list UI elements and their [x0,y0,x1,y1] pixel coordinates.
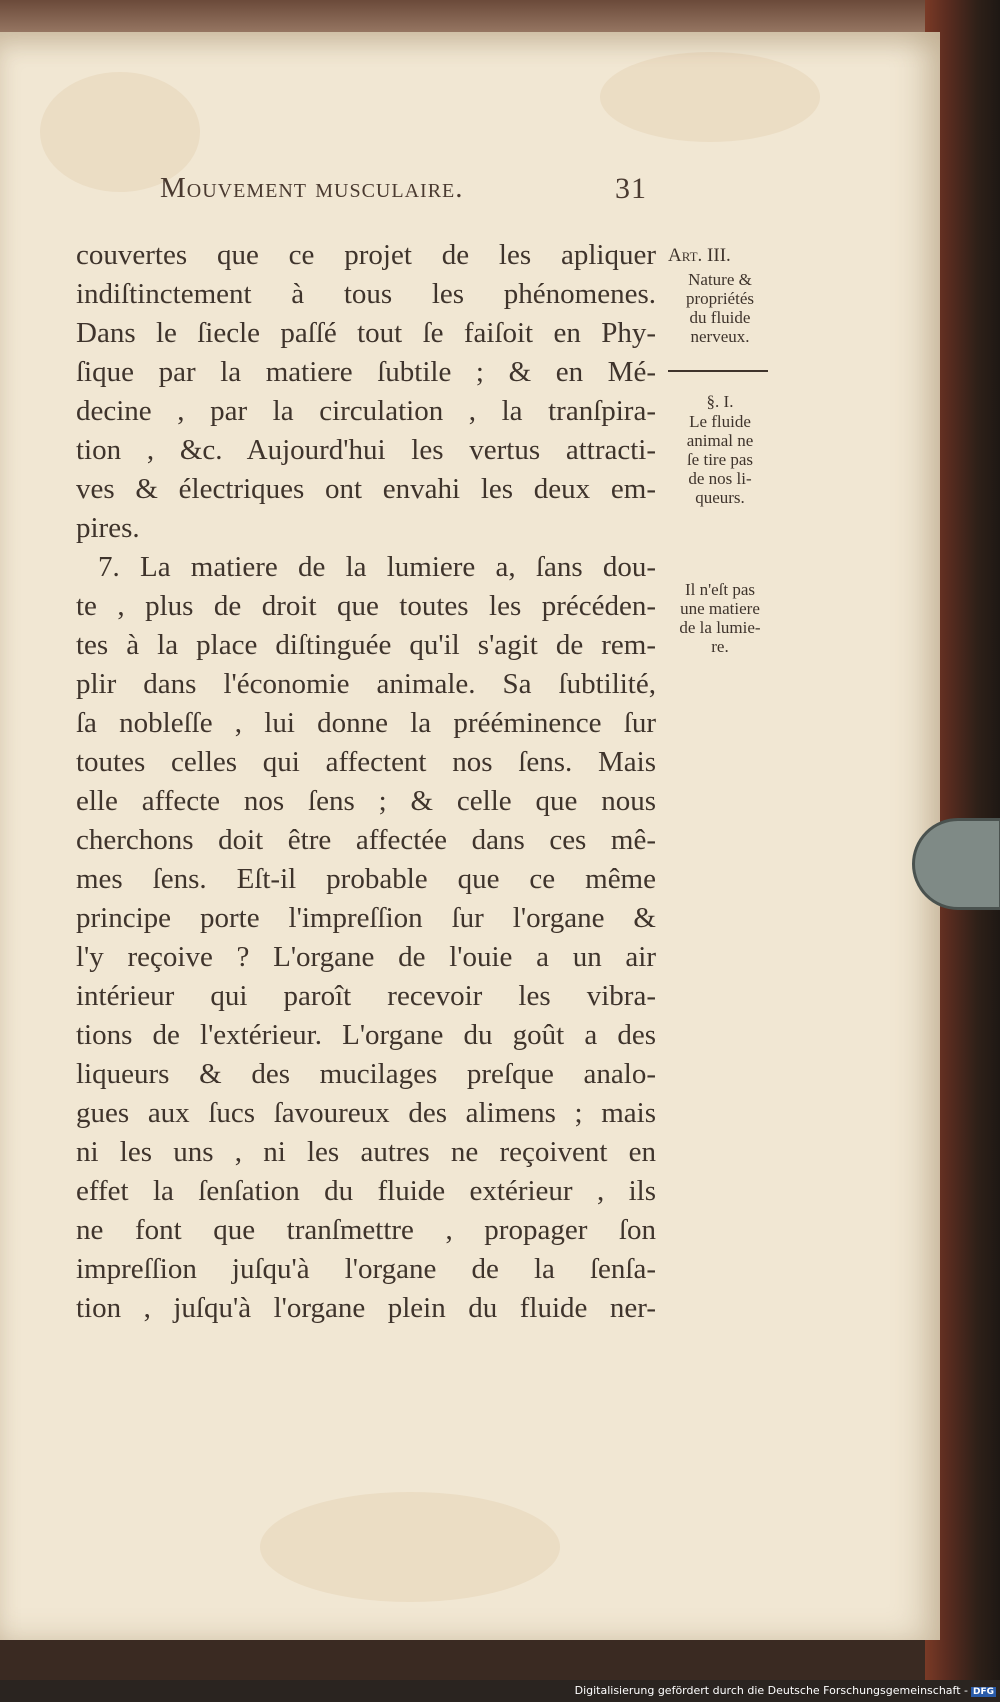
margin-note-line: de nos li- [688,469,752,488]
margin-note-line: re. [711,637,729,656]
text-line: te , plus de droit que toutes les précéden- [76,590,656,622]
text-line: plir dans l'économie animale. Sa ſubtilité, [76,668,656,700]
text-line: ves & électriques ont envahi les deux em- [76,473,656,505]
paper-stain [600,52,820,142]
margin-note-line: de la lumie- [679,618,761,637]
text-line: ſique par la matiere ſubtile ; & en Mé- [76,356,656,388]
margin-note-line: animal ne [686,431,754,450]
margin-article-heading: Art. III. [668,245,731,266]
margin-note-line: Nature & [688,270,752,289]
text-line: elle affecte nos ſens ; & celle que nous [76,785,656,817]
margin-note-line: propriétés [686,289,754,308]
text-line: ſa nobleſſe , lui donne la prééminence ſur [76,707,656,739]
dfg-logo: DFG [972,1687,994,1697]
page-top-edge [0,0,935,36]
margin-note-nature [664,270,776,346]
page-number: 31 [615,172,647,205]
text-line: 7. La matiere de la lumiere a, ſans dou- [98,551,656,583]
text-line: cherchons doit être affectée dans ces mê- [76,824,656,856]
text-line: Dans le ſiecle paſſé tout ſe faiſoit en Phy- [76,317,656,349]
text-line: gues aux ſucs ſavoureux des alimens ; mais [76,1097,656,1129]
text-line: liqueurs & des mucilages preſque analo- [76,1058,656,1090]
margin-note-line: une matiere [680,599,760,618]
text-line: mes ſens. Eſt-il probable que ce même [76,863,656,895]
page-clip [912,818,1000,910]
text-line: tion , &c. Aujourd'hui les vertus attracti- [76,434,656,466]
text-line: intérieur qui paroît recevoir les vibra- [76,980,656,1012]
margin-note-line: nerveux. [690,327,750,346]
text-line: principe porte l'impreſſion ſur l'organe & [76,902,656,934]
margin-note-fluide [664,412,776,507]
text-line: decine , par la circulation , la tranſpira- [76,395,656,427]
running-head [160,172,660,205]
margin-note-line: queurs. [695,488,745,507]
footer-text: Digitalisierung gefördert durch die Deutsche Forschungsgemeinschaft - [574,1684,968,1697]
text-line: l'y reçoive ? L'organe de l'ouie a un air [76,941,656,973]
text-line: effet la ſenſation du fluide extérieur , ils [76,1175,656,1207]
margin-note-line: du fluide [689,308,751,327]
text-line: ne font que tranſmettre , propager ſon [76,1214,656,1246]
text-line: pires. [76,512,140,544]
text-line: tion , juſqu'à l'organe plein du fluide ner- [76,1292,656,1324]
text-line: indiſtinctement à tous les phénomenes. [76,278,656,310]
main-text-block [76,236,656,1328]
text-line: ni les uns , ni les autres ne reçoivent en [76,1136,656,1168]
running-head-title: Mouvement musculaire. [160,172,464,204]
text-line: couvertes que ce projet de les apliquer [76,239,656,271]
text-line: impreſſion juſqu'à l'organe de la ſenſa- [76,1253,656,1285]
text-line: tions de l'extérieur. L'organe du goût a des [76,1019,656,1051]
paper-stain [260,1492,560,1602]
text-line: toutes celles qui affectent nos ſens. Mais [76,746,656,778]
margin-note-line: Il n'eſt pas [684,580,756,599]
margin-section-mark: §. I. [706,392,734,411]
margin-note-line: ſe tire pas [686,450,754,469]
margin-rule [668,370,768,372]
digitization-footer [575,1684,996,1697]
margin-note-line: Le fluide [689,412,751,431]
text-line: tes à la place diſtinguée qu'il s'agit de rem- [76,629,656,661]
margin-note-lumiere [664,580,776,656]
